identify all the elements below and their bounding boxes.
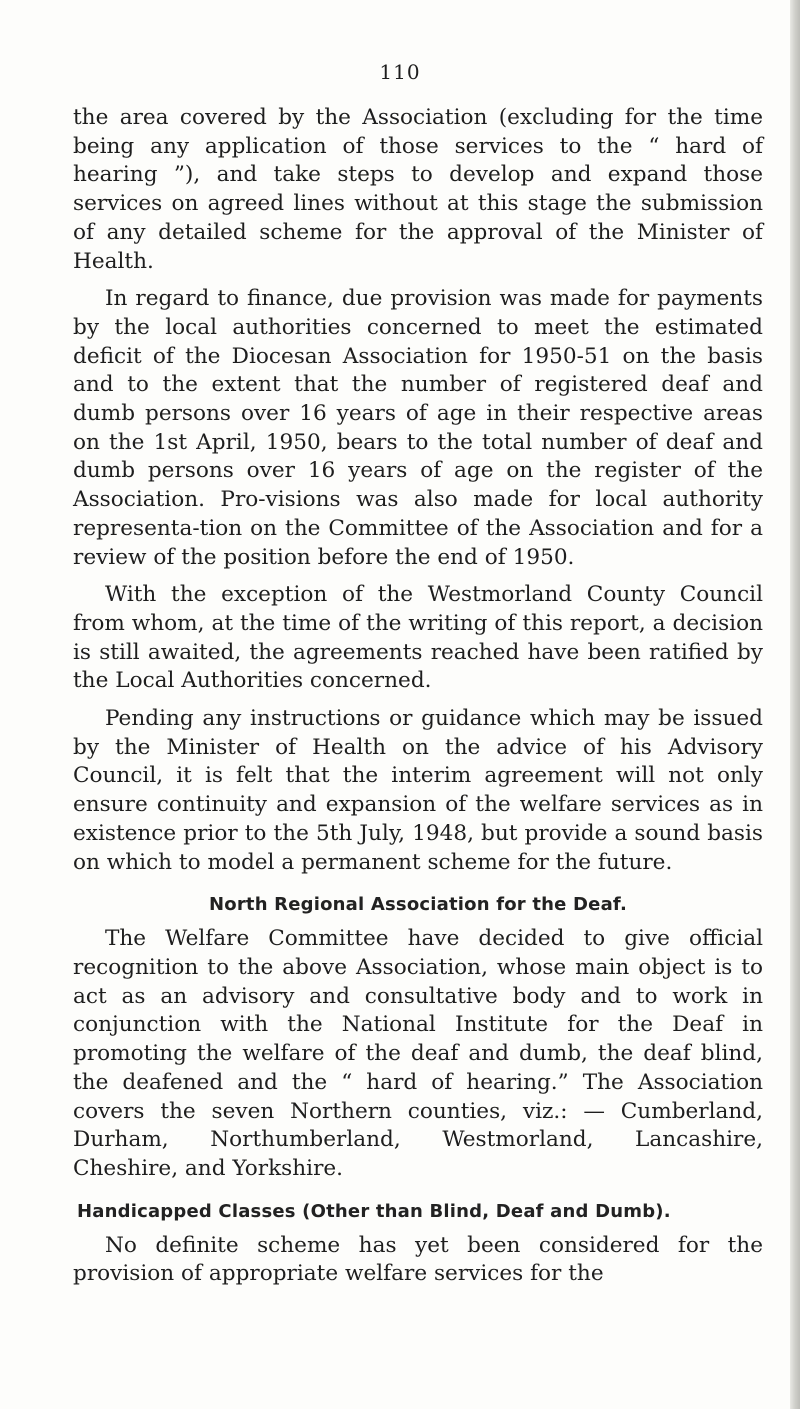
heading-north-regional-association: North Regional Association for the Deaf. xyxy=(208,894,628,916)
paragraph-continuation: the area covered by the Association (excluding for the time being any application of those services to the “ hard of hearing ”), and take steps to develop and expand those services on agreed lines without at this stage the submission of any detailed scheme for the approval of the Minister of Health. xyxy=(73,105,763,274)
paragraph-finance: In regard to finance, due provision was made for payments by the local authorities concerned to meet the estimated deficit of the Diocesan Association for 1950-51 on the basis and to the extent that the number of registered deaf and dumb persons over 16 years of age in their respective areas on the 1st April, 1950, bears to the total number of deaf and dumb persons over 16 years of age on the register of the Association. Pro-visions was also made for local authority representa-tion on the Committee of the Association and for a review of the position before the end of 1950. xyxy=(73,286,763,570)
paragraph-welfare-committee: The Welfare Committee have decided to give official recognition to the above Association, whose main object is to act as an advisory and consultative body and to work in conjunction with the National Institute for the Deaf in promoting the welfare of the deaf and dumb, the deaf blind, the deafened and the “ hard of hearing.” The Association covers the seven Northern counties, viz.: — Cumberland, Durham, Northumberland, Westmorland, Lancashire, Cheshire, and Yorkshire. xyxy=(73,926,763,1181)
paragraph-no-definite-scheme: No definite scheme has yet been considered for the provision of appropriate welfare services for the xyxy=(73,1232,763,1287)
paragraph-westmorland: With the exception of the Westmorland County Council from whom, at the time of the writing of this report, a decision is still awaited, the agreements reached have been ratified by the Local Authorities concerned. xyxy=(73,582,763,694)
heading-handicapped-classes: Handicapped Classes (Other than Blind, Deaf and Dumb). xyxy=(77,1200,671,1222)
paragraph-pending-instructions: Pending any instructions or guidance which may be issued by the Minister of Health on the advice of his Advisory Council, it is felt that the interim agreement will not only ensure continuity and expansion of the welfare services as in existence prior to the 5th July, 1948, but provide a sound basis on which to model a permanent scheme for the future. xyxy=(73,706,763,875)
page-number: 110 xyxy=(379,60,421,84)
body-text xyxy=(73,104,763,1298)
scan-edge-shadow xyxy=(790,0,800,1409)
